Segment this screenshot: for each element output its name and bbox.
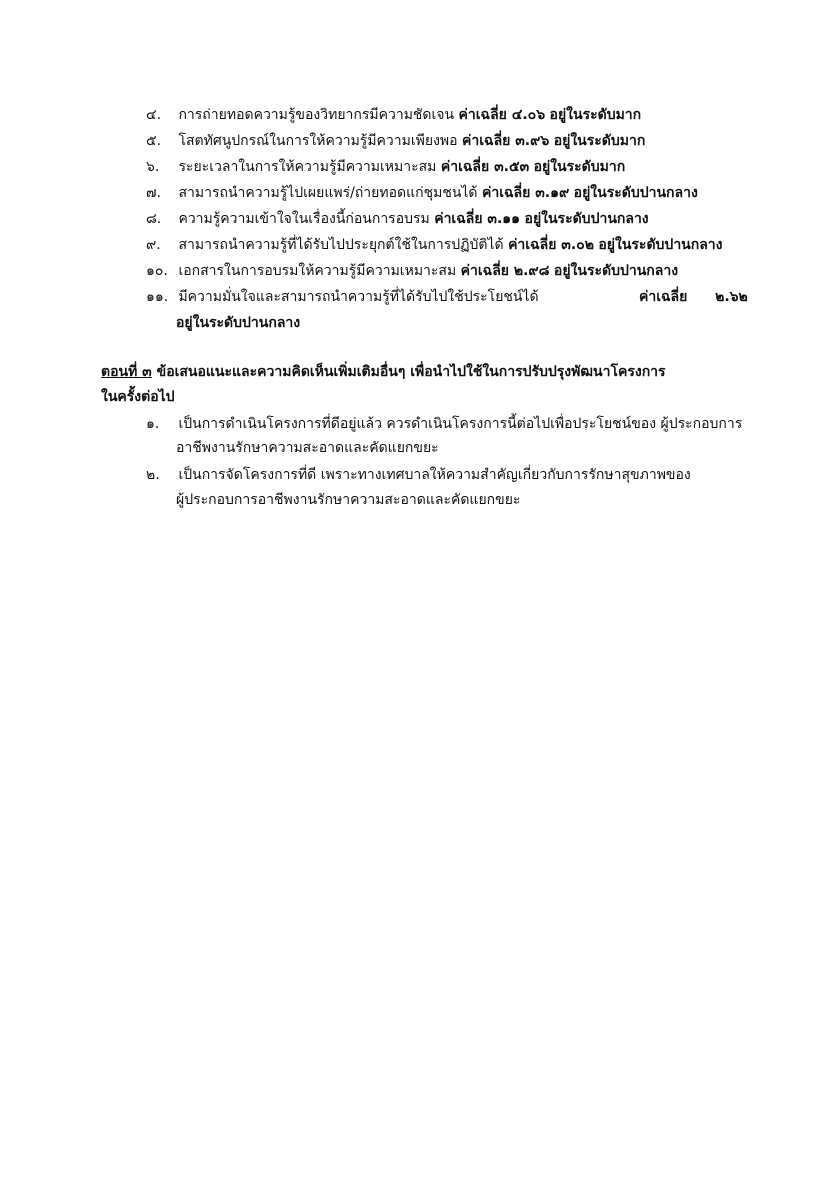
- suggestion-2-cont: ผู้ประกอบการอาชีพงานรักษาความสะอาดและคัดแยกขยะ: [176, 492, 521, 508]
- item-number: ๑๐.: [146, 263, 168, 279]
- result-item-6: [146, 157, 625, 177]
- item-text: สามารถนำความรู้ที่ได้รับไปประยุกต์ใช้ในการปฏิบัติได้: [178, 237, 504, 253]
- item-average: ค่าเฉลี่ย ๒.๙๘: [460, 263, 550, 279]
- item-number: ๗.: [146, 185, 161, 201]
- result-item-4: [146, 105, 641, 125]
- item-text: ความรู้ความเข้าใจในเรื่องนี้ก่อนการอบรม: [178, 211, 430, 227]
- item-number: ๖.: [146, 159, 160, 175]
- item-number: ๑๑.: [146, 289, 169, 305]
- suggestion-number: ๑.: [146, 416, 160, 432]
- item-number: ๙.: [146, 237, 161, 253]
- item-average: ค่าเฉลี่ย ๓.๙๖: [462, 133, 550, 149]
- item-text: เอกสารในการอบรมให้ความรู้มีความเหมาะสม: [178, 263, 457, 279]
- item-level: อยู่ในระดับปานกลาง: [524, 211, 649, 227]
- item-text: ระยะเวลาในการให้ความรู้มีความเหมาะสม: [178, 159, 437, 175]
- item-level: อยู่ในระดับปานกลาง: [573, 185, 698, 201]
- section-3-heading-cont: ในครั้งต่อไป: [101, 389, 175, 405]
- item-number: ๘.: [146, 211, 162, 227]
- suggestion-text: เป็นการดำเนินโครงการที่ดีอยู่แล้ว ควรดำเนินโครงการนี้ต่อไปเพื่อประโยชน์ของ ผู้ประกอบการ: [178, 416, 743, 432]
- suggestion-1: [146, 414, 742, 434]
- item-number: ๔.: [146, 107, 162, 123]
- item-average: ค่าเฉลี่ย ๓.๑๙: [481, 185, 570, 201]
- result-item-9: [146, 235, 723, 255]
- result-item-7: [146, 183, 698, 203]
- suggestion-number: ๒.: [146, 467, 160, 483]
- item-number: ๕.: [146, 133, 162, 149]
- item-text: สามารถนำความรู้ไปเผยแพร่/ถ่ายทอดแก่ชุมชนได้: [178, 185, 478, 201]
- item-level: อยู่ในระดับมาก: [549, 107, 642, 123]
- item-11-average: [639, 287, 748, 307]
- item-text: โสตทัศนูปกรณ์ในการให้ความรู้มีความเพียงพอ: [178, 133, 458, 149]
- item-average: ค่าเฉลี่ย ๓.๐๒: [508, 237, 594, 253]
- item-level: อยู่ในระดับมาก: [533, 159, 626, 175]
- item-level: อยู่ในระดับมาก: [553, 133, 646, 149]
- item-average: ค่าเฉลี่ย ๓.๑๑: [434, 211, 521, 227]
- item-level: อยู่ในระดับปานกลาง: [553, 263, 679, 279]
- item-average: ค่าเฉลี่ย ๔.๐๖: [458, 107, 546, 123]
- item-average: ค่าเฉลี่ย ๓.๕๓: [440, 159, 530, 175]
- item-level: อยู่ในระดับปานกลาง: [598, 237, 723, 253]
- item-text: การถ่ายทอดความรู้ของวิทยากรมีความชัดเจน: [178, 107, 455, 123]
- suggestion-2: [146, 465, 691, 485]
- section-label: ตอนที่ ๓: [101, 364, 152, 380]
- item-11-level: อยู่ในระดับปานกลาง: [176, 315, 301, 331]
- item-text: มีความมั่นใจและสามารถนำความรู้ที่ได้รับไปใช้ประโยชน์ได้: [178, 289, 539, 305]
- section-3-heading: [101, 362, 666, 382]
- result-item-8: [146, 209, 649, 229]
- section-title: ข้อเสนอแนะและความคิดเห็นเพิ่มเติมอื่นๆ เพื่อนำไปใช้ในการปรับปรุงพัฒนาโครงการ: [156, 364, 666, 380]
- suggestion-text: เป็นการจัดโครงการที่ดี เพราะทางเทศบาลให้ความสำคัญเกี่ยวกับการรักษาสุขภาพของ: [178, 467, 691, 483]
- average-word: ค่าเฉลี่ย: [639, 289, 688, 305]
- average-value: ๒.๖๒: [715, 289, 748, 305]
- result-item-10: [146, 261, 678, 281]
- result-item-5: [146, 131, 645, 151]
- result-item-11: [146, 287, 539, 307]
- suggestion-1-cont: อาชีพงานรักษาความสะอาดและคัดแยกขยะ: [176, 440, 439, 456]
